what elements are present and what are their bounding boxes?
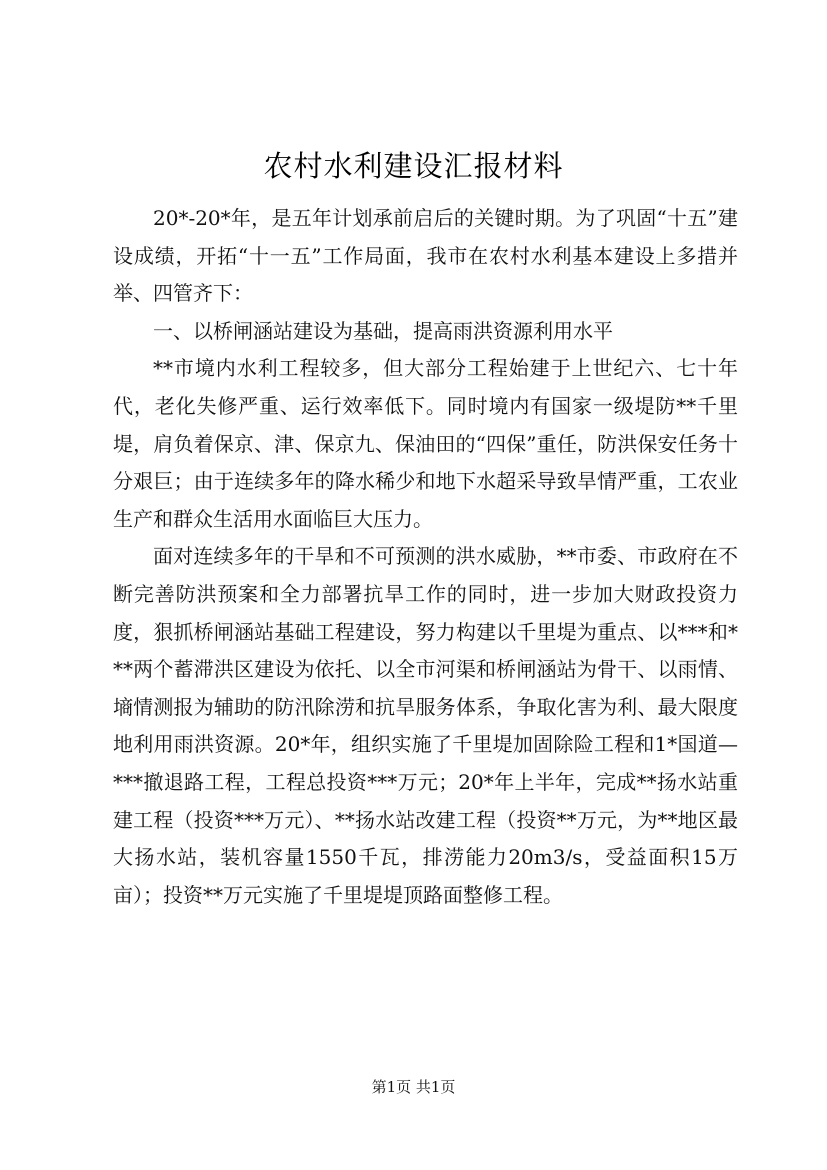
paragraph-intro: 20*-20*年，是五年计划承前启后的关键时期。为了巩固“十五”建设成绩，开拓“十一五”工作局面，我市在农村水利基本建设上多措并举、四管齐下： (113, 206, 738, 306)
document-title: 农村水利建设汇报材料 (263, 149, 564, 183)
paragraph-measures: 面对连续多年的干旱和不可预测的洪水威胁，**市委、市政府在不断完善防洪预案和全力部署抗旱工作的同时，进一步加大财政投资力度，狠抓桥闸涵站基础工程建设，努力构建以千里堤为重点、以***和***两个蓄滞洪区建设为依托、以全市河渠和桥闸涵站为骨干、以雨情、墒情测报为辅助的防汛除涝和抗旱服务体系，争取化害为利、最大限度地利用雨洪资源。20*年，组织实施了千里堤加固除险工程和1*国道—***撤退路工程，工程总投资***万元；20*年上半年，完成**扬水站重建工程（投资***万元）、**扬水站改建工程（投资**万元，为**地区最大扬水站，装机容量1550千瓦，排涝能力20m3/s，受益面积15万亩）；投资**万元实施了千里堤堤顶路面整修工程。 (113, 544, 738, 907)
document-body (113, 200, 738, 914)
section-heading: 一、以桥闸涵站建设为基础，提高雨洪资源利用水平 (153, 318, 613, 343)
page-number: 第1页 共1页 (371, 1078, 456, 1096)
paragraph-background: **市境内水利工程较多，但大部分工程始建于上世纪六、七十年代，老化失修严重、运行效率低下。同时境内有国家一级堤防**千里堤，肩负着保京、津、保京九、保油田的“四保”重任，防洪保安任务十分艰巨；由于连续多年的降水稀少和地下水超采导致旱情严重，工农业生产和群众生活用水面临巨大压力。 (113, 356, 738, 531)
